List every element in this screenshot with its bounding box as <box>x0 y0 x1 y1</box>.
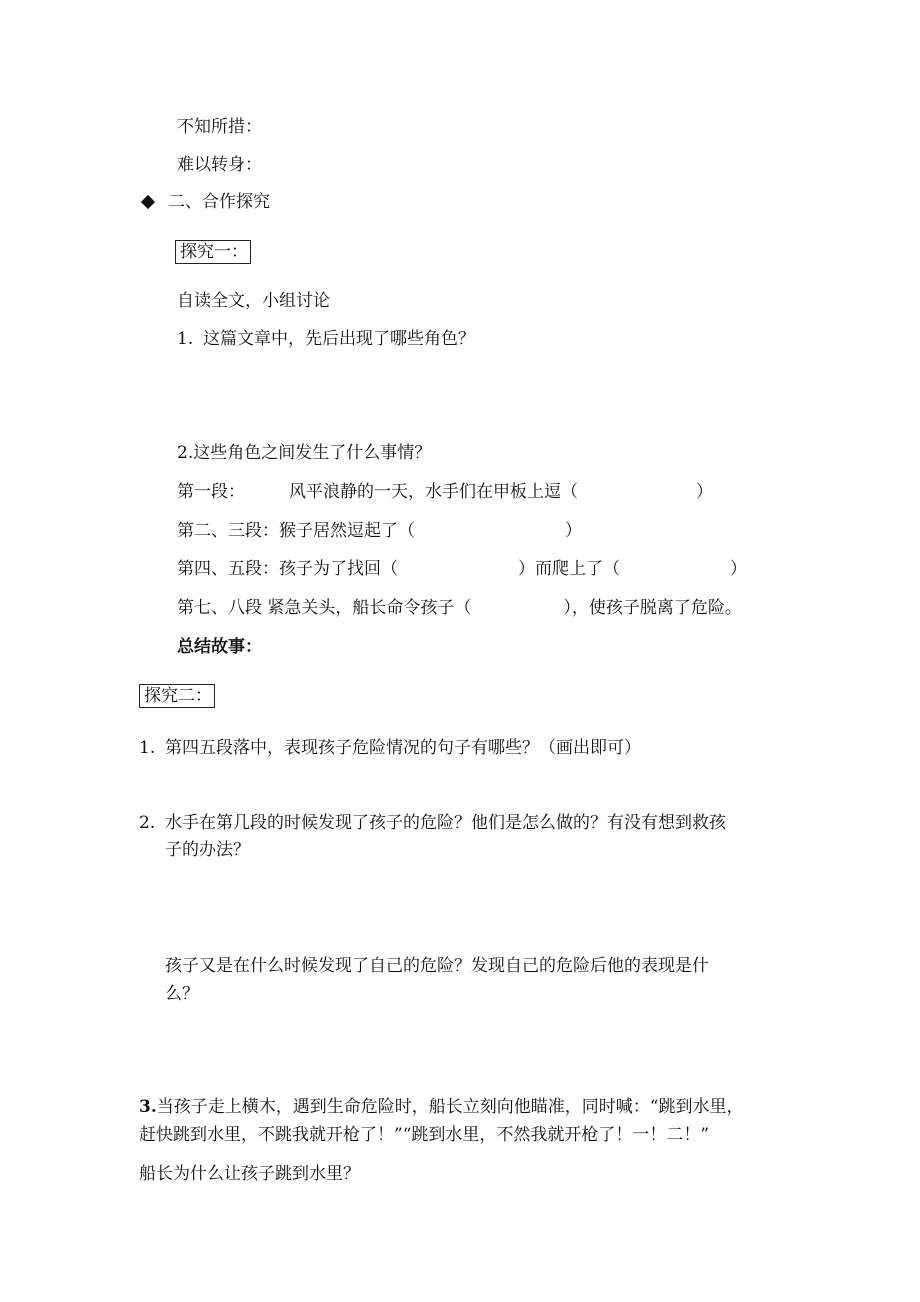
explore2-q1 <box>139 737 641 759</box>
explore2-q3-line2: 赶快跳到水里，不跳我就开枪了！”“跳到水里，不然我就开枪了！一！二！” <box>139 1125 710 1145</box>
para-45-text: 第四、五段：孩子为了找回（ <box>177 559 398 579</box>
para-1-label: 第一段： <box>177 482 245 502</box>
question-text: 当孩子走上横木，遇到生命危险时，船长立刻向他瞄准，同时喊：“跳到水里， <box>156 1097 744 1117</box>
para-78-line: 第七、八段 紧急关头，船长命令孩子（ ），使孩子脱离了危险。 <box>177 598 742 618</box>
explore1-label: 探究一： <box>175 240 251 264</box>
para-1-text: 风平浪静的一天，水手们在甲板上逗（ <box>289 482 578 502</box>
explore1-q1 <box>177 328 475 350</box>
explore1-q2: 2.这些角色之间发生了什么事情？ <box>177 443 432 463</box>
vocab-term-1: 不知所措： <box>177 117 262 137</box>
para-78-text: 第七、八段 紧急关头，船长命令孩子（ <box>177 598 472 618</box>
explore1-intro: 自读全文，小组讨论 <box>177 291 330 311</box>
bullet-diamond-icon <box>141 195 155 209</box>
para-1-line: 第一段： 风平浪静的一天，水手们在甲板上逗（ ） <box>177 482 713 502</box>
para-23-text: 第二、三段：猴子居然逗起了（ <box>177 521 415 541</box>
section-title: 二、合作探究 <box>168 192 270 212</box>
question-number: 1. <box>177 329 194 349</box>
question-number: 3. <box>139 1097 157 1117</box>
explore2-q2b-line2: 么？ <box>165 984 199 1004</box>
summary-label: 总结故事： <box>177 637 262 657</box>
explore2-label: 探究二： <box>139 684 215 708</box>
question-text: 第四五段落中，表现孩子危险情况的句子有哪些？（画出即可） <box>165 738 641 758</box>
explore2-q2b-line1: 孩子又是在什么时候发现了自己的危险？发现自己的危险后他的表现是什 <box>165 956 709 976</box>
explore2-q3-line3: 船长为什么让孩子跳到水里？ <box>139 1164 360 1184</box>
question-number: 2. <box>139 813 156 833</box>
explore2-q2-line1 <box>139 812 726 834</box>
question-text: 这篇文章中，先后出现了哪些角色？ <box>203 329 475 349</box>
question-text: 水手在第几段的时候发现了孩子的危险？他们是怎么做的？有没有想到救孩 <box>165 813 726 833</box>
explore2-q2-line2: 子的办法？ <box>165 840 250 860</box>
para-45-line: 第四、五段：孩子为了找回（ ）而爬上了（ ） <box>177 559 747 579</box>
explore2-q3-line1 <box>139 1096 743 1118</box>
question-number: 1. <box>139 738 156 758</box>
vocab-term-2: 难以转身： <box>177 155 262 175</box>
para-23-line: 第二、三段：猴子居然逗起了（ ） <box>177 521 582 541</box>
